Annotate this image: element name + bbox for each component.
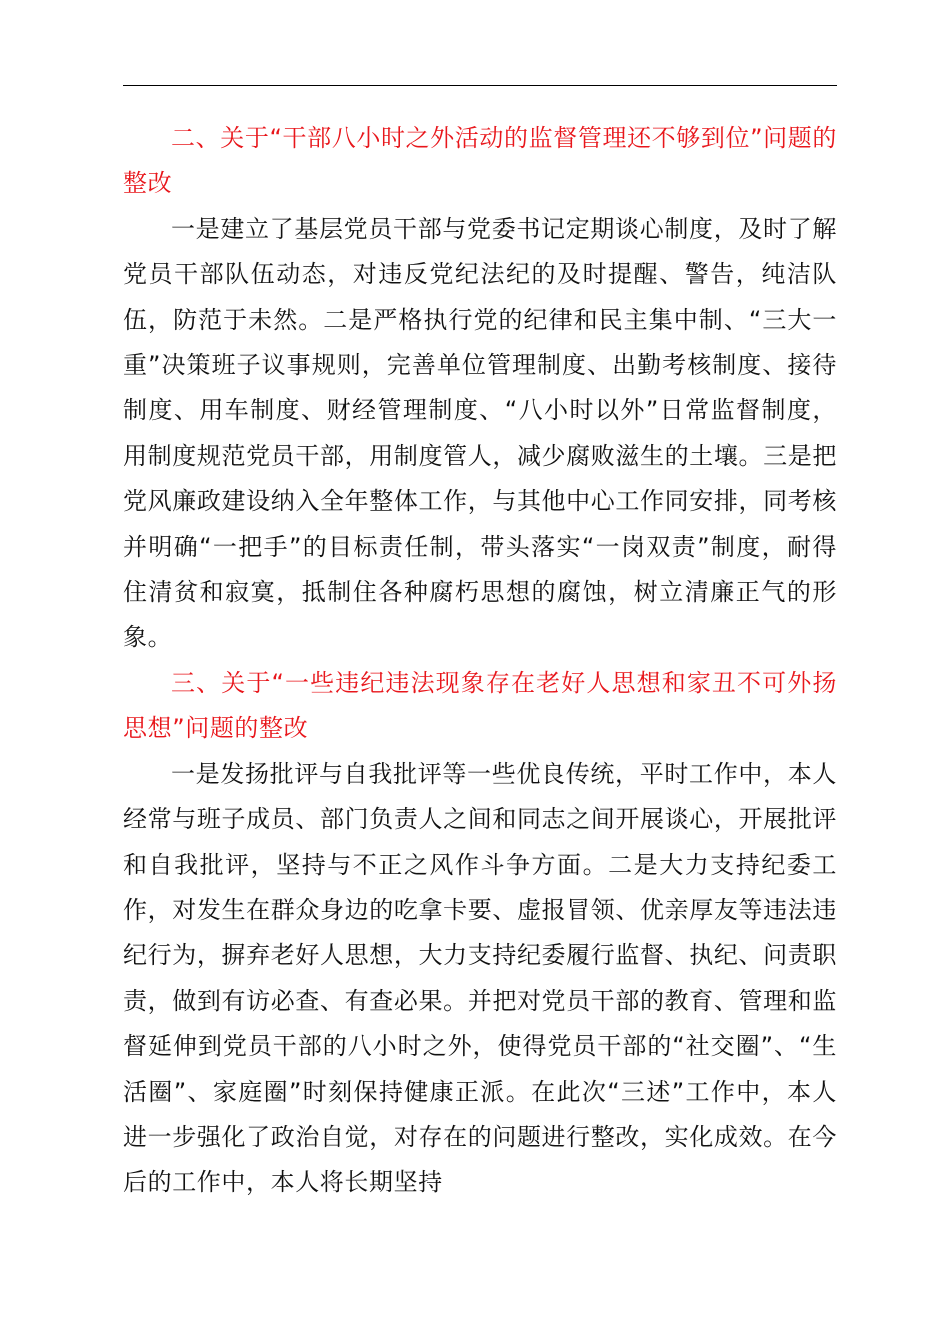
section-heading-2: 二、关于“干部八小时之外活动的监督管理还不够到位”问题的整改: [123, 124, 837, 198]
section-body-2: 一是建立了基层党员干部与党委书记定期谈心制度，及时了解党员干部队伍动态，对违反党纪法纪的及时提醒、警告，纯洁队伍，防范于未然。二是严格执行党的纪律和民主集中制、“三大一重”决策班子议事规则，完善单位管理制度、出勤考核制度、接待制度、用车制度、财经管理制度、“八小时以外”日常监督制度，用制度规范党员干部，用制度管人，减少腐败滋生的土壤。三是把党风廉政建设纳入全年整体工作，与其他中心工作同安排，同考核并明确“一把手”的目标责任制，带头落实“一岗双责”制度，耐得住清贫和寂寞，抵制住各种腐朽思想的腐蚀，树立清廉正气的形象。: [123, 214, 837, 652]
document-body: [123, 116, 837, 1206]
section-heading-3: 三、关于“一些违纪违法现象存在老好人思想和家丑不可外扬思想”问题的整改: [123, 668, 837, 743]
header-rule: [123, 85, 837, 86]
section-body-3: 一是发扬批评与自我批评等一些优良传统，平时工作中，本人经常与班子成员、部门负责人之间和同志之间开展谈心，开展批评和自我批评，坚持与不正之风作斗争方面。二是大力支持纪委工作，对发生在群众身边的吃拿卡要、虚报冒领、优亲厚友等违法违纪行为，摒弃老好人思想，大力支持纪委履行监督、执纪、问责职责，做到有访必查、有查必果。并把对党员干部的教育、管理和监督延伸到党员干部的八小时之外，使得党员干部的“社交圈”、“生活圈”、家庭圈”时刻保持健康正派。在此次“三述”工作中，本人进一步强化了政治自觉，对存在的问题进行整改，实化成效。在今后的工作中，本人将长期坚持: [123, 759, 837, 1197]
